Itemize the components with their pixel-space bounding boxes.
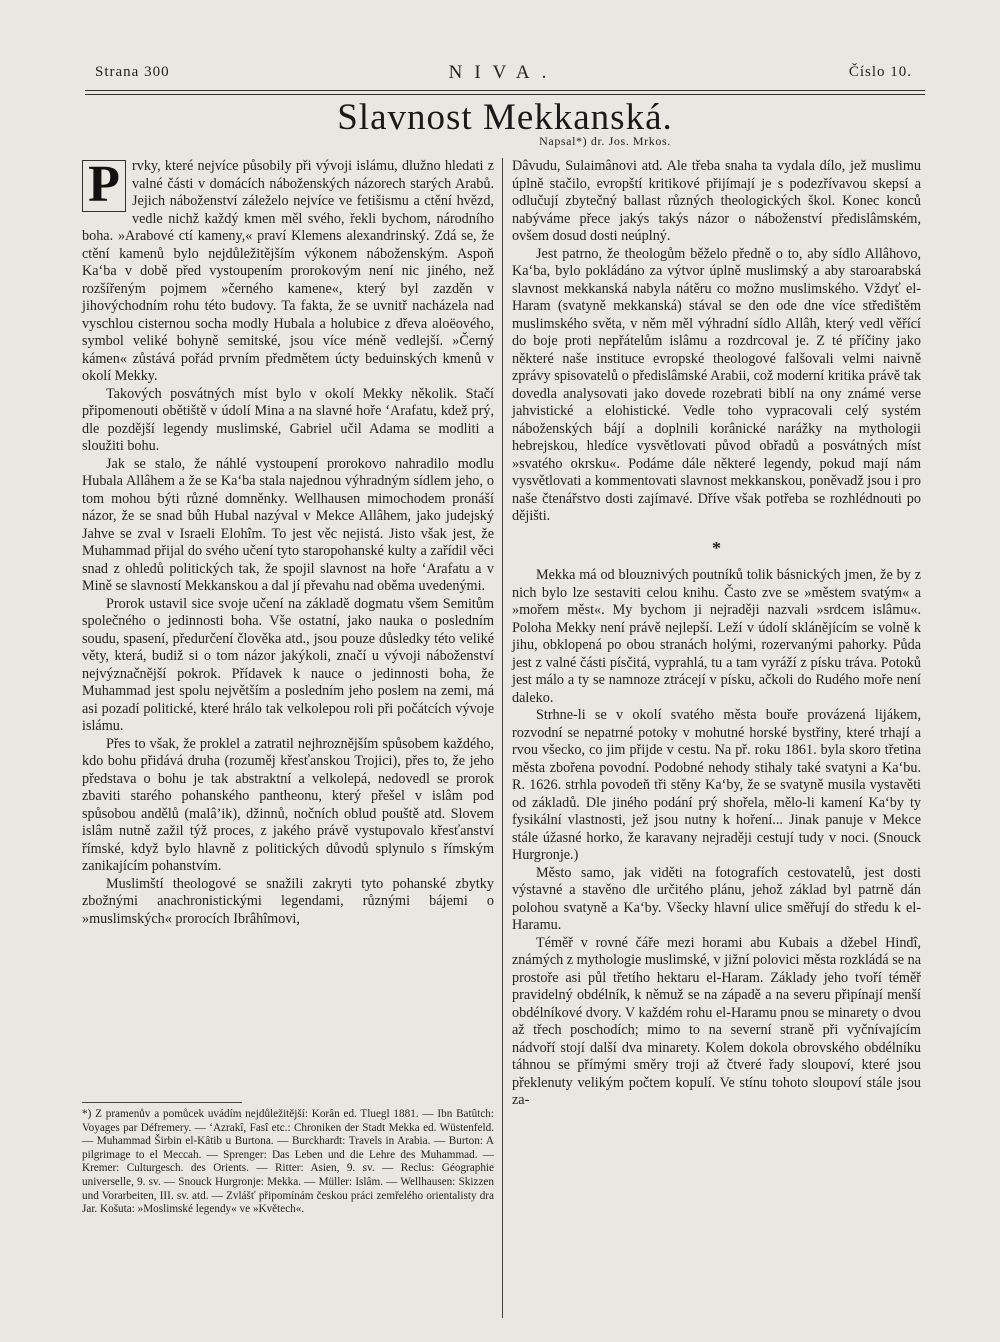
right-column bbox=[512, 158, 921, 1110]
paragraph: Město samo, jak viděti na fotografích cestovatelů, jest dosti výstavné a stavěno dle určitého plánu, jehož základ byl patrně dán polohou svatyně a Ka‘by. Všecky hlavní ulice směřují do středu k el-Haramu. bbox=[512, 864, 921, 933]
paragraph: Muslimští theologové se snažili zakryti tyto pohanské zbytky zbožnými anachronistickými legendami, různými bájemi o »muslimských« prorocích Ibrâhîmovi, bbox=[82, 875, 494, 927]
paragraph: Jest patrno, že theologům běželo předně o to, aby sídlo Allâhovo, Ka‘ba, bylo pokládáno za výtvor úplně muslimský a aby staroarabská slavnost mekkanská nabyla nátěru co možno muslimského. Vždyť el-Haram (svatyně mekkanská) stával se den ode dne více středištěm muslimského světa, v něm měl výhradní sídlo Allâh, který vedl věřící do boje proti nepřátelům islâmu a rozdrcoval je. Z té příčiny jako některé naše instituce evropské theologové falšovali velmi naivně zprávy spisovatelů o předislâmské Arabii, což moderní kritika právě tak dovedla analysovati jako dovede rozebrati biblí na ony známé verse jahvistické a elohistické. Vedle toho vypracovali celý systém náboženských bájí a doplnili korânické narážky na mythologii hebrejskou, hledíce vysvětlovati původ obřadů a posvátných míst »svatého okrsku«. Podáme dále některé legendy, pokud mají nám vysvětlovati a kommentovati slavnost mekkanskou, poněvadž jsou i pro naše čtenářstvo dosti zajímavé. Dříve však potřeba se rozhlédnouti po dějišti. bbox=[512, 245, 921, 524]
left-column bbox=[82, 158, 494, 928]
issue-number-label: Číslo 10. bbox=[848, 64, 912, 80]
article-byline: Napsal*) dr. Jos. Mrkos. bbox=[539, 134, 671, 148]
running-header bbox=[95, 62, 912, 88]
paragraph: Strhne-li se v okolí svatého města bouře provázená lijákem, rozvodní se nepatrné potoky v mohutné horské bystřiny, které trhají a rvou všecko, co jim přijde v cestu. Na př. roku 1861. byla skoro třetina města zbořena povodní. Podobné nehody stihaly také svatyni a Ka‘bu. R. 1626. strhla povodeň tři stěny Ka‘by, že se svatyně musila vystavěti od základů. Dle jiného podání prý shořela, mělo-li kamení Ka‘by ty fysikální vlastnosti, jež jsou nutny k hoření... Jinak panuje v Mekce stále úžasné horko, že karavany nejraději cestují tudy v noci. (Snouck Hurgronje.) bbox=[512, 707, 921, 863]
paragraph: Téměř v rovné čáře mezi horami abu Kubais a džebel Hindî, známých z mythologie muslimské, v jižní polovici města rozkládá se na prostoře asi půl třetího hektaru el-Haram. Základy jeho tvoří téměř pravidelný obdélník, k němuž se na západě a na severu připínají menší obdélníkové dvory. V každém rohu el-Haramu pnou se minarety o dvou až třech poschodích; mimo to na severní straně při vyčnívajícím nádvoří stojí další dva minarety. Kolem dokola obrovského obdélníku táhnou se přímými směry troji až čtveré řady sloupoví, které jsou překlenuty velikým počtem kopulí. Ve stínu tohoto sloupoví stále jsou za- bbox=[512, 934, 921, 1108]
footnote-rule bbox=[82, 1102, 242, 1103]
journal-name: NIVA. bbox=[448, 62, 559, 83]
paragraph: Jak se stalo, že náhlé vystoupení prorokovo nahradilo modlu Hubala Allâhem a že se Ka‘ba stala najednou výhradným sídlem jeho, o tom mohou býti různé domněnky. Wellhausen mimochodem pronáší názor, že se snad bůh Hubal nazýval v Mekce Allâhem, jako judejský Jahve se zval v Israeli Elohîm. To jest věc nejistá. Jisto však jest, že Muhammad přijal do svého učení tyto staropohanské kulty a zařídil věci snad z ohledů politických tak, že spojil slavnost na hoře ‘Arafatu a v Mině se slavností Mekkanskou a dal jí převahu nad oběma uvedenými. bbox=[82, 455, 494, 594]
paragraph: Dâvudu, Sulaimânovi atd. Ale třeba snaha ta vydala dílo, jež muslimu úplně stačilo, evropští kritikové přijímají je s podezřívavou skepsí a odlučují zbytečný ballast různých theologických škol. Konec konců nabýváme přece jakýs takýs názor o náboženství předislâmském, ovšem dosud dosti neúplný. bbox=[512, 158, 921, 244]
paragraph: P rvky, které nejvíce působily při vývoji islámu, dlužno hledati z valné části v domácích náboženských názorech starých Arabů. Jejich náboženství záleželo nejvíce ve fetišismu a ctění hvězd, vedle nichž každý kmen měl svého, řekli bychom, národního boha. »Arabové ctí kameny,« praví Klemens alexandrinský. Zdá se, že ctění kamenů bylo nejdůležitějším výkonem náboženským. Aspoň Ka‘ba v době před vystoupením prorokovým není nic jiného, než rozšířeným pojmem »černého kamene«, který byl zazděn v jihovýchodním rohu této budovy. Ta fakta, že se uvnitř nacházela nad vyschlou cisternou socha modly Hubala a holubice z dřeva aloëového, symbol veliké bohyně semitské, jsou více méně vedlejší. »Černý kámen« zůstává pořád prvním předmětem úcty beduinských kmenů v okolí Mekky. bbox=[82, 156, 494, 384]
header-rule-double bbox=[85, 94, 925, 95]
article-title: Slavnost Mekkanská. bbox=[337, 97, 673, 138]
paragraph: Přes to však, že proklel a zatratil nejhroznějším spůsobem každého, kdo bohu přidává druha (rozuměj křesťanskou Trojici), přes to, že jeho představa o bohu je tak abstraktní a velkolepá, nedovedl se prorok zbaviti starého pohanského pantheonu, který přešel v islâm pod spůsobou andělů (malâ’ik), džinnů, nočních oblud pouště atd. Slovem islâm nutně zažil týž proces, z jakého právě vystupovalo křesťanství římské, když bylo hlavně z politických důvodů splynulo s římským zanikajícím pohanstvím. bbox=[82, 735, 494, 874]
column-divider bbox=[502, 158, 503, 1318]
footnote: *) Z pramenův a pomůcek uvádím nejdůležitější: Korân ed. Tluegl 1881. — Ibn Batûtch: Voyages par Défremery. — ‘Azrakî, Fasî etc.: Chroniken der Stadt Mekka ed. Wüstenfeld. — Muhammad Širbin el-Kâtib u Burtona. — Burckhardt: Travels in Arabia. — Burton: A pilgrimage to el Meccah. — Sprenger: Das Leben und die Lehre des Muhammad. — Kremer: Culturgesch. des Orients. — Ritter: Asien, 9. sv. — Reclus: Géographie universelle, 9. sv. — Snouck Hurgronje: Mekka. — Müller: Islâm. — Wellhausen: Skizzen und Vorarbeiten, III. sv. atd. — Zvlášť připomínám českou práci zemřelého orientalisty dra Jar. Košuta: »Moslimské legendy« ve »Květech«. bbox=[82, 1108, 494, 1216]
paragraph: Takových posvátných míst bylo v okolí Mekky několik. Stačí připomenouti obětiště v údolí Mina a na slavné hoře ‘Arafatu, kdež prý, dle pozdější legendy muslimské, Gabriel učil Adama se modliti a sloužiti bohu. bbox=[82, 385, 494, 454]
dropcap-initial: P bbox=[82, 160, 126, 212]
section-break-asterisk: * bbox=[712, 537, 721, 558]
header-rule bbox=[85, 90, 925, 91]
page-number-label: Strana 300 bbox=[95, 64, 170, 80]
paragraph: Mekka má od blouznivých poutníků tolik básnických jmen, že by z nich bylo lze sestaviti celou knihu. Často zve se »městem svatým« a »mořem měst«. My bychom ji nejraději nazvali »srdcem islâmu«. Poloha Mekky není právě nejlepší. Leží v údolí sklánějícím se volně k jihu, obklopená po obou stranách holými, rozervanými pahorky. Půda jest z valné části písčitá, vyprahlá, tu a tam vyráží z písku tráva. Potoků jest málo a ty se namnoze ztrácejí v písku, ačkoli do Rudého moře není daleko. bbox=[512, 567, 921, 706]
paragraph: Prorok ustavil sice svoje učení na základě dogmatu všem Semitům společného o jedinnosti boha. Vše ostatní, jako nauka o posledním soudu, spasení, předurčení člověka atd., jsou pouze důsledky této veliké věty, která, budiž si o tom názor jakýkoli, značí u vývoji náboženství nejvýznačnější pokrok. Přídavek k nauce o jedinnosti boha, že Muhammad jest spolu největším a posledním jeho poslem na zemi, má asi pozadí politické, které hrálo tak velkolepou roli při počátcích vývoje islámu. bbox=[82, 595, 494, 734]
